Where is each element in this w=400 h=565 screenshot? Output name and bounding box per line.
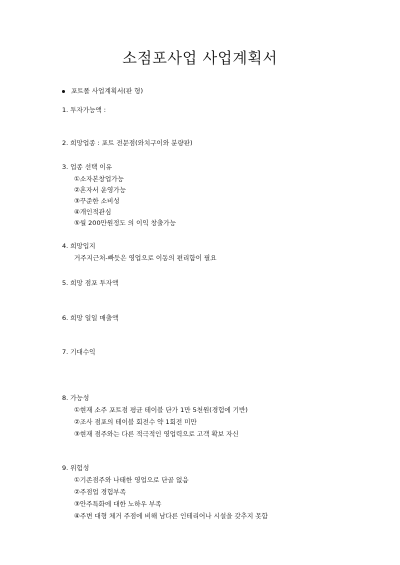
section-8-item: ③현재 점주와는 다른 적극적인 영업력으로 고객 확보 자신	[74, 430, 239, 438]
section-3-item: ③꾸준한 소비성	[74, 197, 120, 205]
section-9-item: ④주변 대형 체거 주점에 비해 남다른 인테리어나 시설을 갖추지 못함	[74, 512, 268, 520]
section-3-item: ④개인적관심	[74, 208, 112, 216]
document-title: 소점포사업 사업계획서	[122, 49, 278, 67]
section-3-item: ②혼자서 운영가능	[74, 186, 126, 194]
section-heading-1: 1. 투자가능액 :	[62, 106, 106, 114]
bullet-icon	[62, 90, 65, 93]
section-heading-3: 3. 업종 선택 이유	[62, 163, 113, 171]
section-heading-4: 4. 희망입지	[62, 242, 96, 250]
section-8-item: ①현재 소주 포트점 평균 테이블 단가 1만 5천원(경험에 기반)	[74, 406, 248, 414]
section-heading-7: 7. 기대수익	[62, 348, 96, 356]
section-heading-8: 8. 가능성	[62, 394, 90, 402]
header-note-text: 포트폴 사업계획서(판 형)	[71, 87, 143, 95]
section-4-item: 거주지근처-빠듯은 영업으로 이동의 편리함이 필요	[74, 254, 217, 262]
section-heading-9: 9. 위험성	[62, 464, 90, 472]
section-9-item: ③안주특화에 대한 노하우 부족	[74, 500, 162, 508]
section-3-item: ⑤월 200만원정도 의 이익 창출가능	[74, 219, 176, 227]
section-3-item: ①소자본창업가능	[74, 175, 124, 183]
section-9-item: ①기존점주와 나태한 영업으로 단골 없음	[74, 476, 189, 484]
section-heading-5: 5. 희망 점포 투자액	[62, 279, 119, 287]
section-heading-6: 6. 희망 일일 매출액	[62, 314, 119, 322]
header-note	[62, 87, 143, 95]
section-heading-2: 2. 희망업종 : 포트 전문점(와치구이와 분량판)	[62, 139, 193, 147]
section-8-item: ②조사 점포의 테이블 회전수 약 1회전 미만	[74, 418, 197, 426]
section-9-item: ②주점업 경험부족	[74, 488, 126, 496]
